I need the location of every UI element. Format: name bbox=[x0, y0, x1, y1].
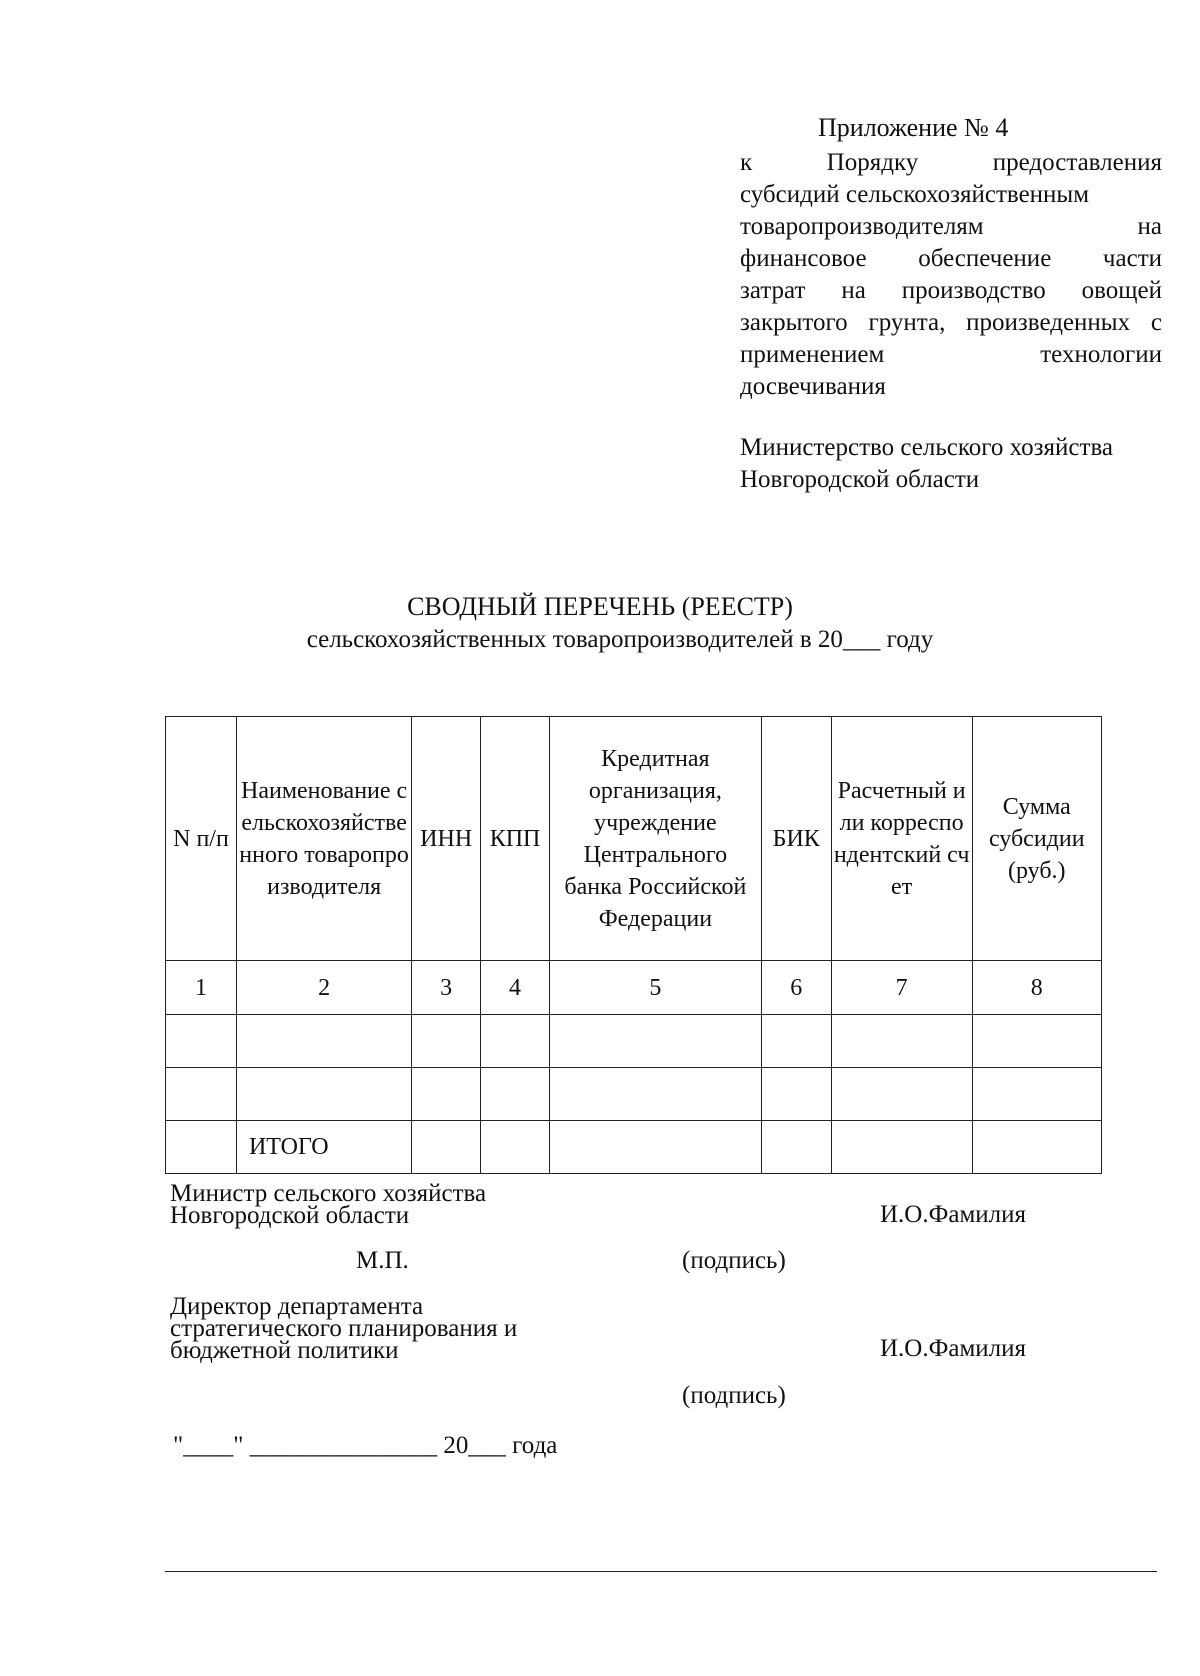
empty-cell bbox=[549, 1068, 761, 1121]
bottom-divider bbox=[165, 1571, 1157, 1572]
table-row bbox=[166, 1068, 1102, 1121]
empty-cell bbox=[549, 1015, 761, 1068]
empty-cell bbox=[412, 1068, 481, 1121]
empty-cell bbox=[481, 1068, 550, 1121]
appendix-line: применением технологии bbox=[740, 341, 1162, 368]
column-number-row bbox=[166, 961, 1102, 1015]
document-subtitle: сельскохозяйственных товаропроизводителей в 20___ году bbox=[306, 626, 934, 653]
ministry-line-1: Министерство сельского хозяйства bbox=[740, 434, 1114, 461]
director-title-line-3: бюджетной политики bbox=[170, 1337, 399, 1364]
column-number: 6 bbox=[761, 961, 831, 1015]
column-number: 3 bbox=[412, 961, 481, 1015]
empty-cell bbox=[481, 1121, 550, 1174]
ministry-line-2: Новгородской области bbox=[740, 466, 980, 493]
empty-cell bbox=[972, 1068, 1101, 1121]
column-number: 5 bbox=[549, 961, 761, 1015]
minister-title-line-1: Министр сельского хозяйства bbox=[170, 1180, 487, 1207]
header-cell-amount: Сумма субсидии (руб.) bbox=[972, 717, 1101, 961]
empty-cell bbox=[236, 1015, 411, 1068]
empty-cell bbox=[166, 1068, 237, 1121]
signature-label: (подпись) bbox=[682, 1247, 786, 1274]
header-cell-bik: БИК bbox=[761, 717, 831, 961]
column-number: 2 bbox=[236, 961, 411, 1015]
appendix-line: к Порядку предоставления bbox=[740, 149, 1162, 176]
appendix-line: досвечивания bbox=[740, 373, 886, 400]
empty-cell bbox=[972, 1121, 1101, 1174]
header-cell-number: N п/п bbox=[166, 717, 237, 961]
header-cell-kpp: КПП bbox=[481, 717, 550, 961]
header-cell-credit-org: Кредитная организация, учреждение Центрального банка Российской Федерации bbox=[549, 717, 761, 961]
minister-name: И.О.Фамилия bbox=[880, 1201, 1027, 1228]
appendix-line: товаропроизводителям на bbox=[740, 213, 1162, 240]
table-row bbox=[166, 1015, 1102, 1068]
empty-cell bbox=[831, 1015, 972, 1068]
director-title-line-1: Директор департамента bbox=[170, 1293, 424, 1320]
appendix-title: Приложение № 4 bbox=[818, 113, 1009, 142]
empty-cell bbox=[831, 1121, 972, 1174]
empty-cell bbox=[412, 1015, 481, 1068]
column-number: 1 bbox=[166, 961, 237, 1015]
document-title: СВОДНЫЙ ПЕРЕЧЕНЬ (РЕЕСТР) bbox=[407, 592, 793, 621]
header-cell-name: Наименование сельскохозяйственного товаропроизводителя bbox=[236, 717, 411, 961]
header-cell-account: Расчетный или корреспондентский счет bbox=[831, 717, 972, 961]
date-line: "____" _______________ 20___ года bbox=[173, 1432, 558, 1459]
appendix-text bbox=[740, 147, 1162, 403]
empty-cell bbox=[549, 1121, 761, 1174]
header-cell-inn: ИНН bbox=[412, 717, 481, 961]
empty-cell bbox=[166, 1015, 237, 1068]
appendix-line: субсидий сельскохозяйственным bbox=[740, 181, 1090, 208]
column-number: 8 bbox=[972, 961, 1101, 1015]
appendix-line: финансовое обеспечение части bbox=[740, 245, 1162, 272]
column-number: 4 bbox=[481, 961, 550, 1015]
table-header-row bbox=[166, 717, 1102, 961]
appendix-line: затрат на производство овощей bbox=[740, 277, 1162, 304]
total-label: ИТОГО bbox=[236, 1121, 411, 1174]
director-name: И.О.Фамилия bbox=[880, 1335, 1027, 1362]
empty-cell bbox=[972, 1015, 1101, 1068]
total-row bbox=[166, 1121, 1102, 1174]
column-number: 7 bbox=[831, 961, 972, 1015]
registry-table bbox=[165, 716, 1102, 1174]
empty-cell bbox=[236, 1068, 411, 1121]
empty-cell bbox=[412, 1121, 481, 1174]
stamp-label: М.П. bbox=[356, 1247, 409, 1274]
empty-cell bbox=[831, 1068, 972, 1121]
empty-cell bbox=[761, 1015, 831, 1068]
director-title-line-2: стратегического планирования и bbox=[170, 1315, 518, 1342]
signature-label-2: (подпись) bbox=[682, 1382, 786, 1409]
empty-cell bbox=[761, 1121, 831, 1174]
ministry-name bbox=[740, 432, 1113, 496]
appendix-line: закрытого грунта, произведенных с bbox=[740, 309, 1162, 336]
empty-cell bbox=[761, 1068, 831, 1121]
empty-cell bbox=[481, 1015, 550, 1068]
minister-title-line-2: Новгородской области bbox=[170, 1202, 410, 1229]
empty-cell bbox=[166, 1121, 237, 1174]
